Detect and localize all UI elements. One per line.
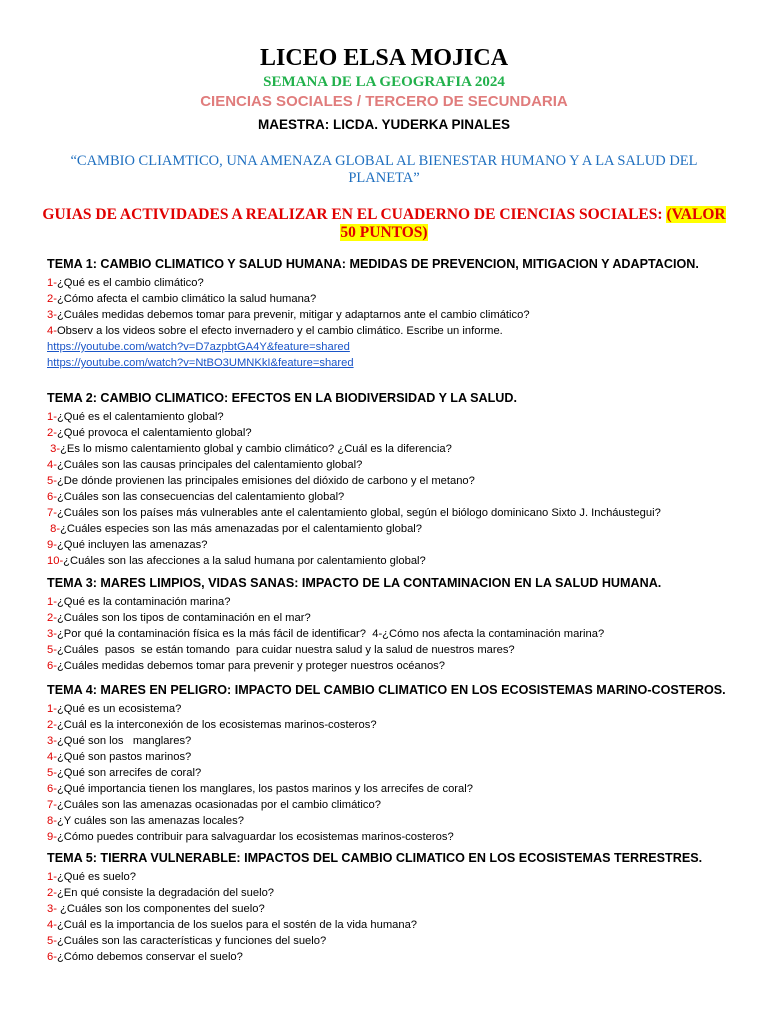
question (47, 949, 747, 965)
question-number: 6- (47, 951, 57, 963)
tema-2-section (47, 390, 747, 569)
question-text: ¿Cuáles son las consecuencias del calentamiento global? (56, 491, 345, 503)
question-number: 1- (47, 411, 57, 423)
question-number: 3- (47, 443, 61, 455)
question (47, 917, 747, 933)
question-number: 2- (47, 427, 57, 439)
question-number: 9- (47, 539, 57, 551)
question-text: ¿Cómo afecta el cambio climático la salud humana? (56, 293, 317, 305)
question (47, 521, 747, 537)
question (47, 553, 747, 569)
question (47, 733, 747, 749)
question-number: 10- (47, 555, 64, 567)
tema-4-heading: TEMA 4: MARES EN PELIGRO: IMPACTO DEL CAMBIO CLIMATICO EN LOS ECOSISTEMAS MARINO-COSTEROS. (47, 683, 726, 697)
question (47, 933, 747, 949)
question (47, 537, 747, 553)
question (47, 781, 747, 797)
question-number: 8- (47, 815, 57, 827)
youtube-link-2[interactable]: https://youtube.com/watch?v=NtBO3UMNKkI&feature=shared (47, 357, 354, 369)
question-number: 1- (47, 596, 57, 608)
question-number: 4- (47, 751, 57, 763)
question-text: ¿Qué son arrecifes de coral? (56, 767, 202, 779)
question-text: ¿Qué es un ecosistema? (56, 703, 182, 715)
tema-5-heading: TEMA 5: TIERRA VULNERABLE: IMPACTOS DEL CAMBIO CLIMATICO EN LOS ECOSISTEMAS TERRESTRES. (47, 851, 703, 865)
question (47, 701, 747, 717)
question-number: 2- (47, 719, 57, 731)
question-number: 7- (47, 799, 57, 811)
question-text: ¿Cuáles son las causas principales del calentamiento global? (56, 459, 363, 471)
question (47, 489, 747, 505)
question (47, 658, 747, 674)
question (47, 765, 747, 781)
question-number: 2- (47, 612, 57, 624)
question-text: ¿Cuáles son las amenazas ocasionadas por el cambio climático? (56, 799, 381, 811)
question-text: ¿Qué son los manglares? (56, 735, 192, 747)
teacher-line: MAESTRA: LICDA. YUDERKA PINALES (257, 117, 510, 132)
question-text: ¿Cuáles son los componentes del suelo? (56, 903, 265, 915)
event-subtitle: SEMANA DE LA GEOGRAFIA 2024 (263, 74, 505, 90)
question-text: ¿Cuáles pasos se están tomando para cuidar nuestra salud y la salud de nuestros mares? (56, 644, 515, 656)
question-text: ¿Cuál es la interconexión de los ecosistemas marinos-costeros? (56, 719, 377, 731)
question-number: 3- (47, 628, 57, 640)
tema-5-section (47, 850, 747, 965)
question-text: ¿Cuáles son los tipos de contaminación en el mar? (56, 612, 311, 624)
question-number: 1- (47, 703, 57, 715)
question-text: ¿Qué es la contaminación marina? (56, 596, 231, 608)
youtube-link-1[interactable]: https://youtube.com/watch?v=D7azpbtGA4Y&feature=shared (47, 341, 350, 353)
question-text: ¿Qué es el calentamiento global? (56, 411, 224, 423)
question (47, 626, 747, 642)
question-number: 8- (47, 523, 61, 535)
question (47, 797, 747, 813)
question-number: 4- (47, 459, 57, 471)
tema-3-heading: TEMA 3: MARES LIMPIOS, VIDAS SANAS: IMPACTO DE LA CONTAMINACION EN LA SALUD HUMANA. (47, 576, 662, 590)
question (47, 869, 747, 885)
school-title: LICEO ELSA MOJICA (259, 45, 509, 71)
question (47, 441, 747, 457)
question-text: ¿En qué consiste la degradación del suelo? (56, 887, 275, 899)
question (47, 610, 747, 626)
question-number: 5- (47, 475, 57, 487)
question (47, 275, 747, 291)
question-number: 1- (47, 277, 57, 289)
guide-value-highlight: (VALOR 50 PUNTOS) (340, 206, 726, 241)
guide-text: GUIAS DE ACTIVIDADES A REALIZAR EN EL CUADERNO DE CIENCIAS SOCIALES: (42, 206, 667, 223)
question-text: ¿Es lo mismo calentamiento global y cambio climático? ¿Cuál es la diferencia? (60, 443, 452, 455)
question-text: ¿Qué importancia tienen los manglares, los pastos marinos y los arrecifes de coral? (56, 783, 473, 795)
tema-2-heading: TEMA 2: CAMBIO CLIMATICO: EFECTOS EN LA BIODIVERSIDAD Y LA SALUD. (47, 391, 517, 405)
question (47, 813, 747, 829)
question-number: 6- (47, 491, 57, 503)
course-subtitle: CIENCIAS SOCIALES / TERCERO DE SECUNDARIA (200, 93, 568, 110)
question-number: 2- (47, 293, 57, 305)
question-text: ¿Cuáles son las características y funciones del suelo? (56, 935, 327, 947)
question-number: 5- (47, 935, 57, 947)
question (47, 307, 747, 323)
question-text: ¿Qué provoca el calentamiento global? (56, 427, 252, 439)
question (47, 642, 747, 658)
guide-instructions (40, 206, 728, 242)
question-text: ¿Qué es suelo? (56, 871, 136, 883)
question-text: ¿Cuáles medidas debemos tomar para prevenir y proteger nuestros océanos? (56, 660, 445, 672)
question (47, 594, 747, 610)
question (47, 425, 747, 441)
question (47, 323, 747, 339)
tema-3-section (47, 575, 747, 674)
question (47, 409, 747, 425)
question (47, 717, 747, 733)
question-text: ¿Cuáles son los países más vulnerables ante el calentamiento global, según el biólogo dominicano Sixto J. Incháustegui? (56, 507, 661, 519)
tema-1-heading: TEMA 1: CAMBIO CLIMATICO Y SALUD HUMANA: MEDIDAS DE PREVENCION, MITIGACION Y ADAPTACION. (47, 257, 699, 271)
question-text: ¿Qué es el cambio climático? (56, 277, 204, 289)
question-number: 2- (47, 887, 57, 899)
question-number: 3- (47, 309, 57, 321)
question-number: 4- (47, 325, 57, 337)
question (47, 829, 747, 845)
question (47, 291, 747, 307)
question-text: ¿Qué son pastos marinos? (56, 751, 192, 763)
question-text: ¿De dónde provienen las principales emisiones del dióxido de carbono y el metano? (56, 475, 475, 487)
question-text: ¿Cuáles medidas debemos tomar para prevenir, mitigar y adaptarnos ante el cambio climático? (56, 309, 530, 321)
question-number: 5- (47, 644, 57, 656)
question-text: ¿Cuáles especies son las más amenazadas por el calentamiento global? (60, 523, 422, 535)
question-number: 3- (47, 735, 57, 747)
question (47, 505, 747, 521)
question (47, 457, 747, 473)
question-text: ¿Cómo puedes contribuir para salvaguardar los ecosistemas marinos-costeros? (56, 831, 454, 843)
tema-4-section (47, 682, 747, 845)
question (47, 901, 747, 917)
question-number: 5- (47, 767, 57, 779)
question-text: ¿Y cuáles son las amenazas locales? (56, 815, 244, 827)
question-text: ¿Cómo debemos conservar el suelo? (56, 951, 243, 963)
question-number: 6- (47, 660, 57, 672)
question-text: ¿Cuál es la importancia de los suelos para el sostén de la vida humana? (56, 919, 418, 931)
question (47, 885, 747, 901)
question-number: 1- (47, 871, 57, 883)
question-number: 7- (47, 507, 57, 519)
question (47, 749, 747, 765)
tema-1-section (47, 256, 747, 371)
question-number: 6- (47, 783, 57, 795)
question-text: Observ a los videos sobre el efecto invernadero y el cambio climático. Escribe un informe. (56, 325, 503, 337)
question-number: 4- (47, 919, 57, 931)
question-text: ¿Qué incluyen las amenazas? (56, 539, 208, 551)
question (47, 473, 747, 489)
question-number: 9- (47, 831, 57, 843)
question-number: 3- (47, 903, 57, 915)
question-text: ¿Cuáles son las afecciones a la salud humana por calentamiento global? (63, 555, 426, 567)
question-text: ¿Por qué la contaminación física es la más fácil de identificar? 4-¿Cómo nos afecta la contaminación marina? (56, 628, 605, 640)
theme-quote: “CAMBIO CLIAMTICO, UNA AMENAZA GLOBAL AL BIENESTAR HUMANO Y A LA SALUD DEL PLANETA” (70, 153, 698, 186)
